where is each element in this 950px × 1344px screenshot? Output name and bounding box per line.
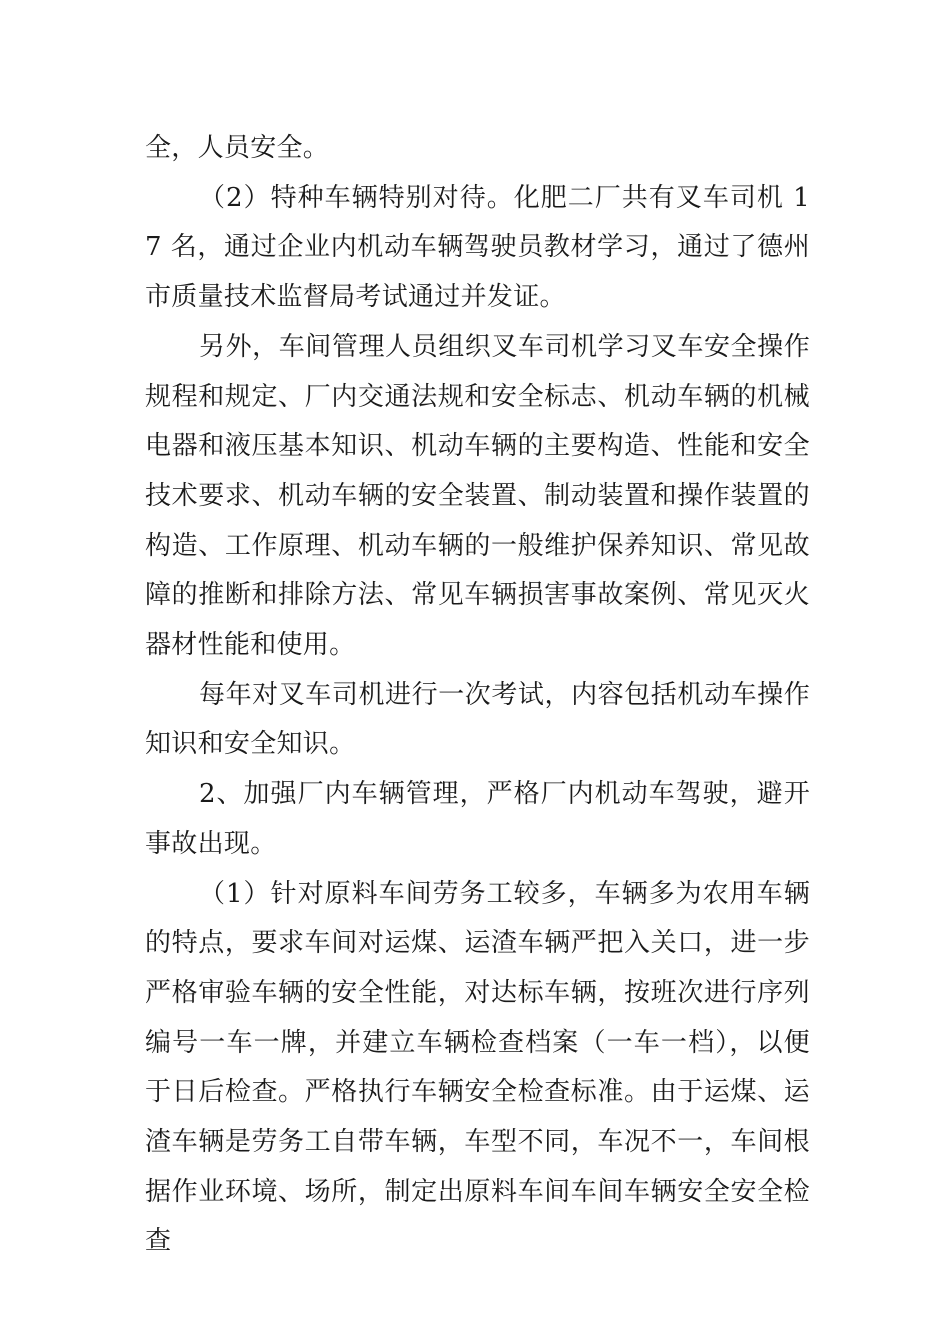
document-body [145,124,810,1267]
paragraph-6: （1）针对原料车间劳务工较多，车辆多为农用车辆的特点，要求车间对运煤、运渣车辆严把入关口，进一步严格审验车辆的安全性能，对达标车辆，按班次进行序列编号一车一牌，并建立车辆检查档案（一车一档），以便于日后检查。严格执行车辆安全检查标准。由于运煤、运渣车辆是劳务工自带车辆，车型不同，车况不一，车间根据作业环境、场所，制定出原料车间车间车辆安全安全检查 [145,878,810,1257]
paragraph-4: 每年对叉车司机进行一次考试，内容包括机动车操作知识和安全知识。 [145,679,810,760]
paragraph-5: 2、加强厂内车辆管理，严格厂内机动车驾驶，避开事故出现。 [145,779,810,859]
paragraph-1: 全，人员安全。 [145,133,330,163]
paragraph-3: 另外，车间管理人员组织叉车司机学习叉车安全操作规程和规定、厂内交通法规和安全标志、机动车辆的机械电器和液压基本知识、机动车辆的主要构造、性能和安全技术要求、机动车辆的安全装置、制动装置和操作装置的构造、工作原理、机动车辆的一般维护保养知识、常见故障的推断和排除方法、常见车辆损害事故案例、常见灭火器材性能和使用。 [145,331,810,661]
paragraph-2: （2）特种车辆特别对待。化肥二厂共有叉车司机 17 名，通过企业内机动车辆驾驶员教材学习，通过了德州市质量技术监督局考试通过并发证。 [145,182,810,313]
